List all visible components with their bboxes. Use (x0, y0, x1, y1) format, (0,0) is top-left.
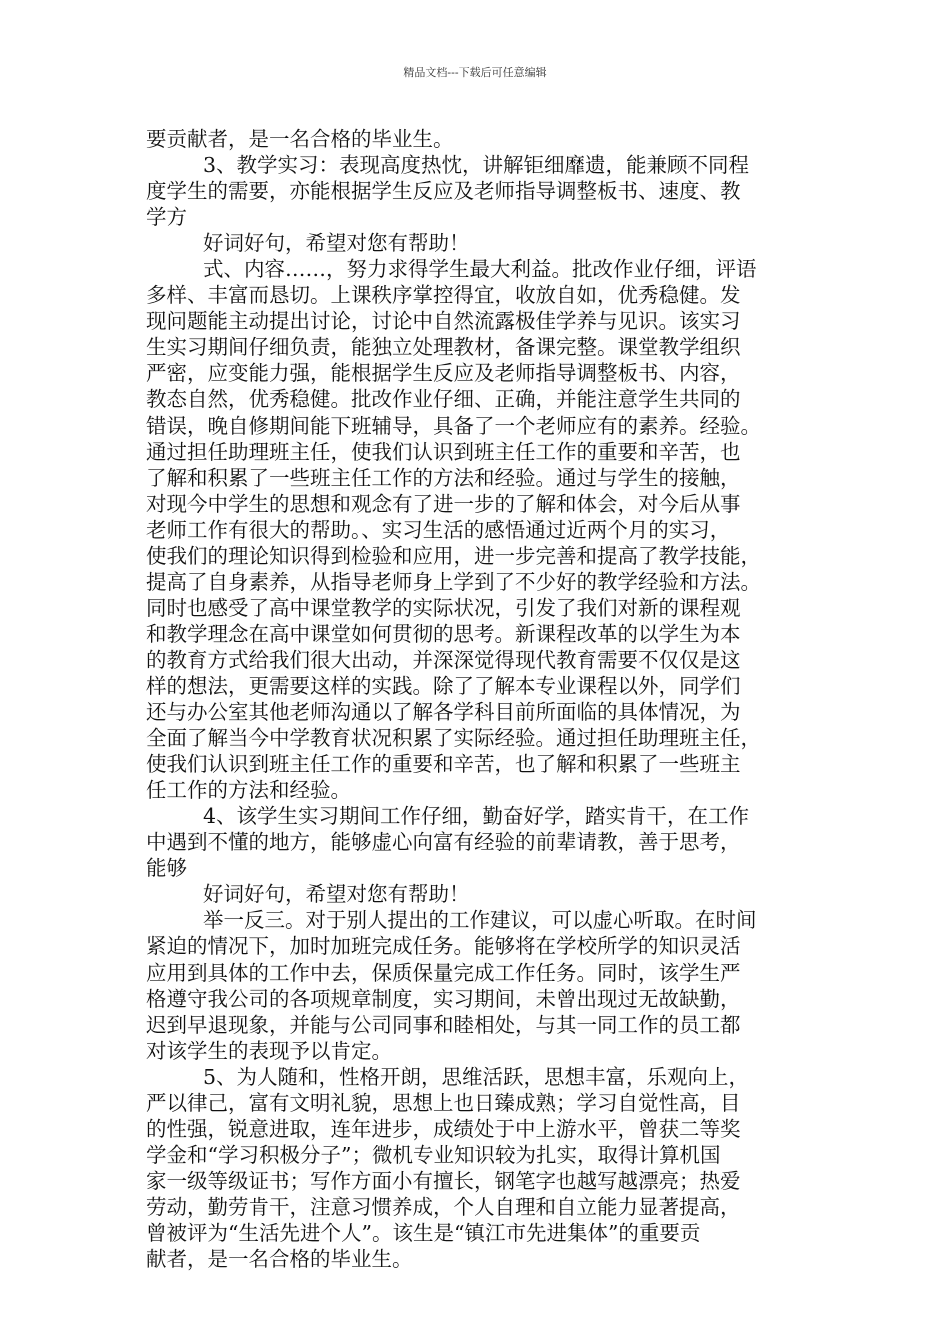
text-line: 任工作的方法和经验。 (146, 778, 351, 803)
text-line: 5、为人随和，性格开朗，思维活跃，思想丰富，乐观向上， (203, 1064, 750, 1089)
text-line: 使我们认识到班主任工作的重要和辛苦，也了解和积累了一些班主 (146, 752, 741, 777)
text-line: 学金和“学习积极分子”；微机专业知识较为扎实，取得计算机国 (146, 1142, 721, 1167)
text-line: 教态自然，优秀稳健。批改作业仔细、正确，并能注意学生共同的 (146, 387, 741, 412)
text-line: 的性强，锐意进取，连年进步，成绩处于中上游水平，曾获二等奖 (146, 1116, 741, 1141)
page-header: 精品文档---下载后可任意编辑 (403, 66, 547, 79)
document-body (146, 126, 822, 1272)
text-line: 严以律己，富有文明礼貌，思想上也日臻成熟；学习自觉性高，目 (146, 1090, 741, 1115)
text-line: 中遇到不懂的地方，能够虚心向富有经验的前辈请教，善于思考， (146, 830, 741, 855)
text-line: 还与办公室其他老师沟通以了解各学科目前所面临的具体情况，为 (146, 700, 741, 725)
text-line: 劳动，勤劳肯干，注意习惯养成，个人自理和自立能力显著提高， (146, 1194, 741, 1219)
text-line: 好词好句，希望对您有帮助！ (203, 882, 470, 907)
text-line: 能够 (146, 856, 187, 881)
text-line: 对该学生的表现予以肯定。 (146, 1038, 392, 1063)
text-line: 错误，晚自修期间能下班辅导，具备了一个老师应有的素养。经验。 (146, 413, 761, 438)
text-line: 献者，是一名合格的毕业生。 (146, 1247, 413, 1272)
text-line: 要贡献者，是一名合格的毕业生。 (146, 127, 454, 151)
text-line: 式、内容……，努力求得学生最大利益。批改作业仔细，评语 (203, 257, 757, 282)
text-line: 全面了解当今中学教育状况积累了实际经验。通过担任助理班主任， (146, 726, 761, 751)
text-line: 了解和积累了一些班主任工作的方法和经验。通过与学生的接触， (146, 465, 741, 490)
text-line: 紧迫的情况下，加时加班完成任务。能够将在学校所学的知识灵活 (146, 934, 741, 959)
text-line: 生实习期间仔细负责，能独立处理教材，备课完整。课堂教学组织 (146, 335, 741, 360)
text-line: 4、该学生实习期间工作仔细，勤奋好学，踏实肯干，在工作 (203, 804, 750, 829)
text-line: 度学生的需要，亦能根据学生反应及老师指导调整板书、速度、教 (146, 179, 741, 204)
text-line: 举一反三。对于别人提出的工作建议，可以虚心听取。在时间 (203, 908, 757, 933)
text-line: 使我们的理论知识得到检验和应用，进一步完善和提高了教学技能， (146, 543, 761, 568)
text-line: 多样、丰富而恳切。上课秩序掌控得宜，收放自如，优秀稳健。发 (146, 283, 741, 308)
text-line: 样的想法，更需要这样的实践。除了了解本专业课程以外，同学们 (146, 673, 741, 698)
text-line: 好词好句，希望对您有帮助！ (203, 231, 470, 256)
text-line: 格遵守我公司的各项规章制度，实习期间，未曾出现过无故缺勤， (146, 986, 741, 1011)
text-line: 迟到早退现象，并能与公司同事和睦相处，与其一同工作的员工都 (146, 1012, 741, 1037)
text-line: 提高了自身素养，从指导老师身上学到了不少好的教学经验和方法。 (146, 569, 761, 594)
text-line: 老师工作有很大的帮助。、实习生活的感悟通过近两个月的实习， (146, 517, 731, 542)
text-line: 曾被评为“生活先进个人”。该生是“镇江市先进集体”的重要贡 (146, 1220, 701, 1245)
text-line: 和教学理念在高中课堂如何贯彻的思考。新课程改革的以学生为本 (146, 621, 741, 646)
text-line: 应用到具体的工作中去，保质保量完成工作任务。同时，该学生严 (146, 960, 741, 985)
text-line: 学方 (146, 205, 187, 230)
text-line: 3、教学实习：表现高度热忱，讲解钜细靡遗，能兼顾不同程 (203, 153, 750, 178)
text-line: 对现今中学生的思想和观念有了进一步的了解和体会，对今后从事 (146, 491, 741, 516)
text-line: 通过担任助理班主任，使我们认识到班主任工作的重要和辛苦，也 (146, 439, 741, 464)
text-line: 现问题能主动提出讨论，讨论中自然流露极佳学养与见识。该实习 (146, 309, 741, 334)
text-line: 家一级等级证书；写作方面小有擅长，钢笔字也越写越漂亮；热爱 (146, 1168, 741, 1193)
text-line: 同时也感受了高中课堂教学的实际状况，引发了我们对新的课程观 (146, 595, 741, 620)
text-line: 的教育方式给我们很大出动，并深深觉得现代教育需要不仅仅是这 (146, 647, 741, 672)
text-line: 严密，应变能力强，能根据学生反应及老师指导调整板书、内容， (146, 361, 741, 386)
